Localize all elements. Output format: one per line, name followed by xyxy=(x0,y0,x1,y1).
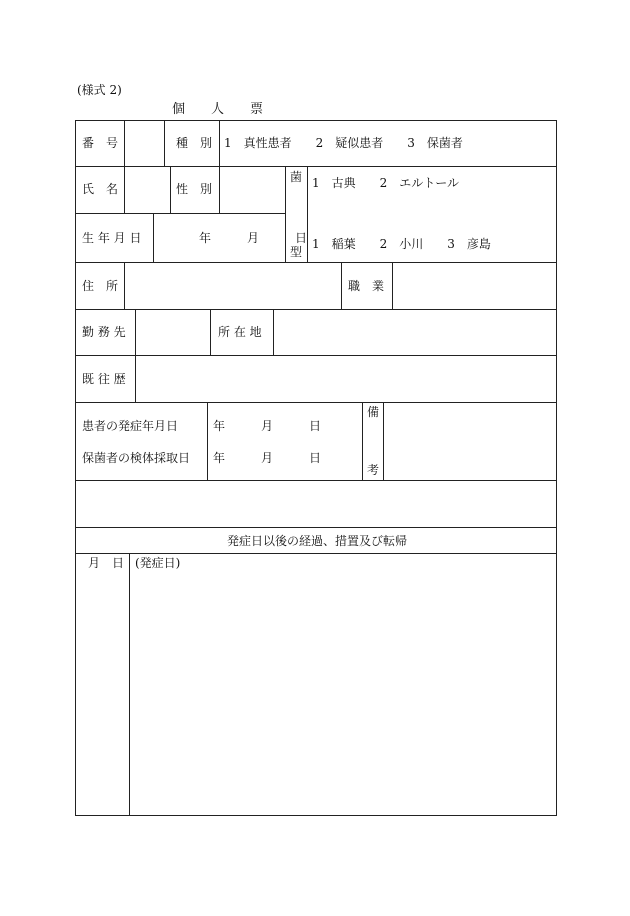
progress-details-area[interactable] xyxy=(130,572,555,814)
occupation-field[interactable] xyxy=(393,263,555,308)
form-number-label: (様式 2) xyxy=(77,83,122,97)
name-field[interactable] xyxy=(125,167,169,212)
history-field[interactable] xyxy=(136,356,555,401)
remarks-label-top: 備 xyxy=(367,405,380,419)
blank-row-field[interactable] xyxy=(76,481,555,526)
grid-line xyxy=(285,166,286,262)
number-label: 番 号 xyxy=(82,136,119,150)
grid-line xyxy=(362,402,363,480)
onset-date-label: 患者の発症年月日 xyxy=(82,419,179,433)
address-label: 住 所 xyxy=(82,279,119,293)
location-field[interactable] xyxy=(274,310,555,354)
grid-line xyxy=(207,402,208,480)
grid-line xyxy=(75,553,557,554)
grid-line xyxy=(307,166,308,262)
grid-line xyxy=(75,527,557,528)
remarks-field[interactable] xyxy=(384,403,555,479)
sample-date-label: 保菌者の検体採取日 xyxy=(82,451,191,465)
bacteria-type-label-bottom: 型 xyxy=(290,245,303,259)
dob-label: 生 年 月 日 xyxy=(82,231,142,245)
workplace-label: 勤 務 先 xyxy=(82,325,126,339)
grid-line xyxy=(153,213,154,262)
onset-date-field[interactable]: 年 月 日 xyxy=(213,419,322,433)
sex-field[interactable] xyxy=(220,167,284,212)
progress-date-column[interactable] xyxy=(76,572,128,814)
progress-header: 発症日以後の経過、措置及び転帰 xyxy=(227,534,408,548)
grid-line xyxy=(219,120,220,166)
number-field[interactable] xyxy=(125,121,163,165)
serotype-options[interactable]: 1 稲葉 2 小川 3 彦島 xyxy=(312,237,491,251)
address-field[interactable] xyxy=(125,263,340,308)
history-label: 既 往 歴 xyxy=(82,372,126,386)
occupation-label: 職 業 xyxy=(348,279,385,293)
grid-line xyxy=(164,120,165,166)
dob-field[interactable]: 年 月 日 xyxy=(199,231,308,245)
type-label: 種 別 xyxy=(176,136,213,150)
onset-note: (発症日) xyxy=(135,556,181,570)
name-label: 氏 名 xyxy=(82,182,119,196)
grid-line xyxy=(341,262,342,309)
grid-line xyxy=(210,309,211,355)
bacteria-type-label-top: 菌 xyxy=(290,170,303,184)
sample-date-field[interactable]: 年 月 日 xyxy=(213,451,322,465)
workplace-field[interactable] xyxy=(136,310,209,354)
grid-line xyxy=(556,120,557,815)
grid-line xyxy=(75,213,285,214)
grid-line xyxy=(75,815,557,816)
biotype-options[interactable]: 1 古典 2 エルトール xyxy=(312,176,460,190)
type-options[interactable]: 1 真性患者 2 疑似患者 3 保菌者 xyxy=(224,136,463,150)
grid-line xyxy=(170,166,171,213)
sex-label: 性 別 xyxy=(176,182,213,196)
remarks-label-bottom: 考 xyxy=(367,463,380,477)
progress-date-label: 月 日 xyxy=(88,556,125,570)
form-title: 個 人 票 xyxy=(172,102,264,117)
location-label: 所 在 地 xyxy=(218,325,262,339)
